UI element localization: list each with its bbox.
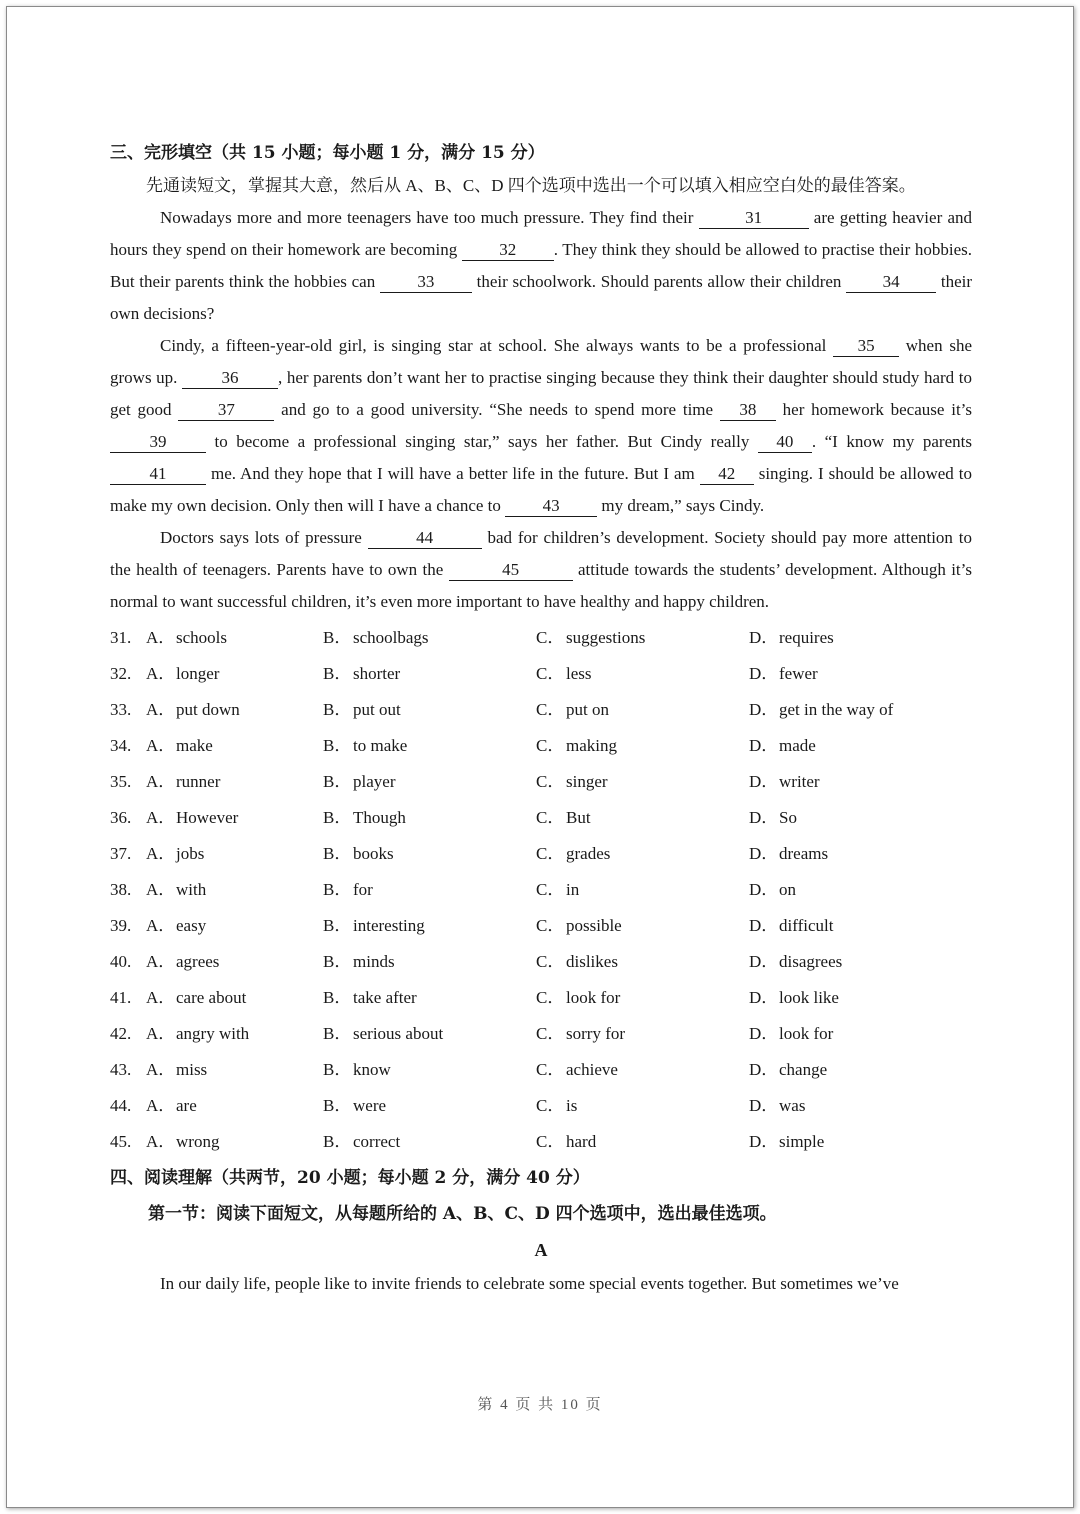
option-letter: D． bbox=[749, 700, 779, 719]
option-letter: D． bbox=[749, 736, 779, 755]
option-d[interactable] bbox=[749, 908, 962, 944]
option-a[interactable] bbox=[146, 800, 323, 836]
option-letter: B． bbox=[323, 628, 352, 647]
option-letter: C． bbox=[536, 664, 565, 683]
option-text: requires bbox=[779, 628, 834, 647]
option-text: in bbox=[566, 880, 580, 899]
option-d[interactable] bbox=[749, 620, 962, 656]
option-d[interactable] bbox=[749, 1016, 962, 1052]
question-number: 31. bbox=[110, 628, 132, 647]
option-c[interactable] bbox=[536, 872, 749, 908]
option-letter: D． bbox=[749, 916, 779, 935]
passage-text: to become a professional singing star,” says her father. But Cindy really bbox=[206, 432, 758, 451]
option-c[interactable] bbox=[536, 800, 749, 836]
option-letter: A． bbox=[146, 772, 176, 791]
option-text: correct bbox=[353, 1132, 401, 1151]
option-text: schools bbox=[176, 628, 227, 647]
question-number: 33. bbox=[110, 700, 132, 719]
passage-text: me. And they hope that I will have a better life in the future. But I am bbox=[206, 464, 700, 483]
option-text: easy bbox=[176, 916, 207, 935]
option-a[interactable] bbox=[146, 1124, 323, 1160]
option-text: books bbox=[353, 844, 394, 863]
question-number: 32. bbox=[110, 664, 132, 683]
option-letter: C． bbox=[536, 700, 565, 719]
page-footer bbox=[0, 1393, 1080, 1414]
blank-45: 45 bbox=[449, 560, 573, 581]
question-number: 44. bbox=[110, 1096, 132, 1115]
passage-paragraph-1 bbox=[110, 202, 972, 330]
option-letter: D． bbox=[749, 1132, 779, 1151]
question-number: 37. bbox=[110, 844, 132, 863]
option-b[interactable] bbox=[323, 800, 536, 836]
option-b[interactable] bbox=[323, 836, 536, 872]
section4-part1-instruction: 第一节：阅读下面短文，从每题所给的 A、B、C、D 四个选项中，选出最佳选项。 bbox=[148, 1204, 777, 1224]
option-a[interactable] bbox=[146, 872, 323, 908]
question-row bbox=[110, 872, 972, 908]
option-text: look like bbox=[779, 988, 839, 1007]
option-letter: D． bbox=[749, 988, 779, 1007]
option-a[interactable] bbox=[146, 1016, 323, 1052]
blank-35: 35 bbox=[833, 336, 899, 357]
option-letter: A． bbox=[146, 844, 176, 863]
option-c[interactable] bbox=[536, 620, 749, 656]
option-text: Though bbox=[353, 808, 406, 827]
option-letter: B． bbox=[323, 880, 352, 899]
option-a[interactable] bbox=[146, 1088, 323, 1124]
option-text: achieve bbox=[566, 1060, 618, 1079]
question-row bbox=[110, 656, 972, 692]
option-letter: D． bbox=[749, 664, 779, 683]
option-text: change bbox=[779, 1060, 828, 1079]
passage-text: Cindy, a fifteen-year-old girl, is singing star at school. She always wants to be a professional bbox=[160, 336, 834, 355]
page-content bbox=[110, 138, 972, 1300]
option-a[interactable] bbox=[146, 764, 323, 800]
option-text: simple bbox=[779, 1132, 825, 1151]
option-letter: B． bbox=[323, 1096, 352, 1115]
section3-instruction: 先通读短文，掌握其大意，然后从 A、B、C、D 四个选项中选出一个可以填入相应空白处的最佳答案。 bbox=[146, 176, 916, 195]
option-d[interactable] bbox=[749, 1052, 962, 1088]
option-text: disagrees bbox=[779, 952, 843, 971]
question-row bbox=[110, 1124, 972, 1160]
answer-options-list bbox=[110, 620, 972, 1160]
option-text: on bbox=[779, 880, 796, 899]
question-row bbox=[110, 728, 972, 764]
option-text: put out bbox=[353, 700, 401, 719]
option-b[interactable] bbox=[323, 1124, 536, 1160]
option-text: jobs bbox=[176, 844, 205, 863]
option-c[interactable] bbox=[536, 908, 749, 944]
option-text: get in the way of bbox=[779, 700, 894, 719]
option-c[interactable] bbox=[536, 656, 749, 692]
option-text: dislikes bbox=[566, 952, 618, 971]
passage-text: bad for children’s development. Society should pay more attention to the health of teenagers. Parents have to own the bbox=[110, 528, 972, 579]
option-letter: D． bbox=[749, 952, 779, 971]
option-text: singer bbox=[566, 772, 608, 791]
blank-41: 41 bbox=[110, 464, 206, 485]
option-text: are bbox=[176, 1096, 197, 1115]
option-text: take after bbox=[353, 988, 417, 1007]
option-letter: C． bbox=[536, 772, 565, 791]
option-a[interactable] bbox=[146, 728, 323, 764]
option-text: wrong bbox=[176, 1132, 220, 1151]
option-text: made bbox=[779, 736, 816, 755]
option-letter: B． bbox=[323, 988, 352, 1007]
option-letter: D． bbox=[749, 880, 779, 899]
option-letter: D． bbox=[749, 844, 779, 863]
blank-43: 43 bbox=[505, 496, 597, 517]
option-letter: B． bbox=[323, 772, 352, 791]
option-letter: A． bbox=[146, 1132, 176, 1151]
option-c[interactable] bbox=[536, 1124, 749, 1160]
blank-33: 33 bbox=[380, 272, 472, 293]
option-text: know bbox=[353, 1060, 391, 1079]
passage-text: Doctors says lots of pressure bbox=[160, 528, 368, 547]
option-a[interactable] bbox=[146, 692, 323, 728]
option-b[interactable] bbox=[323, 764, 536, 800]
question-row bbox=[110, 620, 972, 656]
question-number: 43. bbox=[110, 1060, 132, 1079]
option-a[interactable] bbox=[146, 980, 323, 1016]
passage-text: singing. I should be allowed to make my own decision. Only then will I have a chance to bbox=[110, 464, 972, 515]
option-text: interesting bbox=[353, 916, 425, 935]
option-d[interactable] bbox=[749, 764, 962, 800]
question-row bbox=[110, 980, 972, 1016]
passage-text: . They think they should be allowed to practise their hobbies. But their parents think the hobbies can bbox=[110, 240, 972, 291]
option-letter: B． bbox=[323, 1060, 352, 1079]
option-b[interactable] bbox=[323, 1088, 536, 1124]
question-number: 36. bbox=[110, 808, 132, 827]
option-b[interactable] bbox=[323, 944, 536, 980]
option-b[interactable] bbox=[323, 728, 536, 764]
option-letter: B． bbox=[323, 1132, 352, 1151]
option-text: minds bbox=[353, 952, 395, 971]
option-letter: A． bbox=[146, 880, 176, 899]
option-text: make bbox=[176, 736, 213, 755]
option-letter: A． bbox=[146, 952, 176, 971]
passage-a-title: A bbox=[534, 1240, 548, 1260]
option-letter: C． bbox=[536, 988, 565, 1007]
option-letter: A． bbox=[146, 1096, 176, 1115]
question-row bbox=[110, 908, 972, 944]
option-letter: D． bbox=[749, 808, 779, 827]
option-letter: B． bbox=[323, 808, 352, 827]
option-text: miss bbox=[176, 1060, 208, 1079]
option-text: So bbox=[779, 808, 797, 827]
option-text: were bbox=[353, 1096, 387, 1115]
option-text: look for bbox=[779, 1024, 834, 1043]
option-text: shorter bbox=[353, 664, 401, 683]
option-letter: C． bbox=[536, 952, 565, 971]
passage-text: my dream,” says Cindy. bbox=[597, 496, 765, 515]
question-row bbox=[110, 800, 972, 836]
option-c[interactable] bbox=[536, 1088, 749, 1124]
option-c[interactable] bbox=[536, 764, 749, 800]
option-b[interactable] bbox=[323, 1052, 536, 1088]
blank-40: 40 bbox=[758, 432, 812, 453]
option-b[interactable] bbox=[323, 908, 536, 944]
option-a[interactable] bbox=[146, 944, 323, 980]
passage-text: are getting heavier and hours they spend on their homework are becoming bbox=[110, 208, 972, 259]
option-letter: C． bbox=[536, 736, 565, 755]
passage-paragraph-3 bbox=[110, 522, 972, 618]
option-text: schoolbags bbox=[353, 628, 429, 647]
option-letter: B． bbox=[323, 952, 352, 971]
question-row bbox=[110, 1052, 972, 1088]
option-text: serious about bbox=[353, 1024, 444, 1043]
passage-text: when she grows up. bbox=[110, 336, 972, 387]
option-d[interactable] bbox=[749, 1124, 962, 1160]
option-text: dreams bbox=[779, 844, 829, 863]
option-letter: C． bbox=[536, 916, 565, 935]
option-letter: B． bbox=[323, 844, 352, 863]
blank-36: 36 bbox=[182, 368, 278, 389]
question-number: 39. bbox=[110, 916, 132, 935]
option-b[interactable] bbox=[323, 872, 536, 908]
passage-text: their schoolwork. Should parents allow their children bbox=[471, 272, 847, 291]
option-letter: C． bbox=[536, 1060, 565, 1079]
question-row bbox=[110, 944, 972, 980]
option-b[interactable] bbox=[323, 656, 536, 692]
section3-title: 三、完形填空（共 15 小题；每小题 1 分，满分 15 分） bbox=[110, 143, 545, 163]
option-letter: D． bbox=[749, 772, 779, 791]
option-letter: B． bbox=[323, 664, 352, 683]
option-letter: D． bbox=[749, 628, 779, 647]
question-number: 38. bbox=[110, 880, 132, 899]
section4-title: 四、阅读理解（共两节，20 小题；每小题 2 分，满分 40 分） bbox=[110, 1168, 590, 1188]
option-a[interactable] bbox=[146, 836, 323, 872]
option-d[interactable] bbox=[749, 692, 962, 728]
option-text: possible bbox=[566, 916, 622, 935]
option-letter: B． bbox=[323, 700, 352, 719]
option-text: longer bbox=[176, 664, 220, 683]
option-text: difficult bbox=[779, 916, 834, 935]
question-number: 41. bbox=[110, 988, 132, 1007]
option-letter: B． bbox=[323, 916, 352, 935]
option-b[interactable] bbox=[323, 620, 536, 656]
option-letter: C． bbox=[536, 1024, 565, 1043]
option-letter: C． bbox=[536, 1096, 565, 1115]
option-c[interactable] bbox=[536, 1016, 749, 1052]
question-row bbox=[110, 836, 972, 872]
option-letter: D． bbox=[749, 1096, 779, 1115]
blank-34: 34 bbox=[846, 272, 936, 293]
option-letter: C． bbox=[536, 880, 565, 899]
option-text: with bbox=[176, 880, 207, 899]
option-text: fewer bbox=[779, 664, 818, 683]
blank-32: 32 bbox=[462, 240, 554, 261]
passage-text: their own decisions? bbox=[110, 272, 972, 323]
option-letter: A． bbox=[146, 1024, 176, 1043]
option-text: grades bbox=[566, 844, 611, 863]
option-d[interactable] bbox=[749, 800, 962, 836]
option-text: sorry for bbox=[566, 1024, 626, 1043]
option-text: look for bbox=[566, 988, 621, 1007]
blank-38: 38 bbox=[720, 400, 776, 421]
option-letter: B． bbox=[323, 1024, 352, 1043]
option-text: suggestions bbox=[566, 628, 646, 647]
option-letter: C． bbox=[536, 844, 565, 863]
option-d[interactable] bbox=[749, 872, 962, 908]
option-letter: C． bbox=[536, 628, 565, 647]
option-a[interactable] bbox=[146, 908, 323, 944]
passage-text: her homework because it’s bbox=[775, 400, 973, 419]
option-c[interactable] bbox=[536, 728, 749, 764]
option-letter: A． bbox=[146, 916, 176, 935]
option-c[interactable] bbox=[536, 1052, 749, 1088]
option-text: is bbox=[566, 1096, 578, 1115]
option-d[interactable] bbox=[749, 836, 962, 872]
option-text: put down bbox=[176, 700, 240, 719]
passage-text: attitude towards the students’ development. Although it’s normal to want successful children, it’s even more important to have healthy and happy children. bbox=[110, 560, 972, 611]
option-a[interactable] bbox=[146, 656, 323, 692]
option-letter: A． bbox=[146, 988, 176, 1007]
option-letter: D． bbox=[749, 1060, 779, 1079]
question-number: 45. bbox=[110, 1132, 132, 1151]
option-text: player bbox=[353, 772, 396, 791]
option-c[interactable] bbox=[536, 836, 749, 872]
passage-text: . “I know my parents bbox=[811, 432, 972, 451]
option-letter: C． bbox=[536, 1132, 565, 1151]
option-b[interactable] bbox=[323, 980, 536, 1016]
option-letter: B． bbox=[323, 736, 352, 755]
question-number: 40. bbox=[110, 952, 132, 971]
passage-paragraph-2 bbox=[110, 330, 972, 522]
option-d[interactable] bbox=[749, 980, 962, 1016]
question-row bbox=[110, 1016, 972, 1052]
blank-31: 31 bbox=[699, 208, 809, 229]
option-text: to make bbox=[353, 736, 408, 755]
option-letter: A． bbox=[146, 628, 176, 647]
question-number: 34. bbox=[110, 736, 132, 755]
option-letter: A． bbox=[146, 1060, 176, 1079]
option-a[interactable] bbox=[146, 1052, 323, 1088]
question-number: 35. bbox=[110, 772, 132, 791]
question-number: 42. bbox=[110, 1024, 132, 1043]
passage-text: and go to a good university. “She needs to spend more time bbox=[274, 400, 720, 419]
blank-37: 37 bbox=[178, 400, 274, 421]
question-row bbox=[110, 1088, 972, 1124]
option-text: writer bbox=[779, 772, 820, 791]
option-text: angry with bbox=[176, 1024, 250, 1043]
option-text: However bbox=[176, 808, 239, 827]
question-row bbox=[110, 764, 972, 800]
option-letter: A． bbox=[146, 700, 176, 719]
option-letter: C． bbox=[536, 808, 565, 827]
option-letter: A． bbox=[146, 736, 176, 755]
option-d[interactable] bbox=[749, 656, 962, 692]
passage-text: , her parents don’t want her to practise singing because they think their daughter should study hard to get good bbox=[110, 368, 972, 419]
passage-text: Nowadays more and more teenagers have too much pressure. They find their bbox=[160, 208, 699, 227]
option-letter: D． bbox=[749, 1024, 779, 1043]
blank-44: 44 bbox=[368, 528, 482, 549]
option-c[interactable] bbox=[536, 980, 749, 1016]
option-text: But bbox=[566, 808, 591, 827]
option-text: making bbox=[566, 736, 617, 755]
option-c[interactable] bbox=[536, 692, 749, 728]
blank-39: 39 bbox=[110, 432, 206, 453]
option-a[interactable] bbox=[146, 620, 323, 656]
option-text: put on bbox=[566, 700, 609, 719]
option-d[interactable] bbox=[749, 1088, 962, 1124]
option-d[interactable] bbox=[749, 728, 962, 764]
blank-42: 42 bbox=[700, 464, 754, 485]
page-number: 第 4 页 共 10 页 bbox=[477, 1397, 603, 1413]
question-row bbox=[110, 692, 972, 728]
option-d[interactable] bbox=[749, 944, 962, 980]
option-c[interactable] bbox=[536, 944, 749, 980]
option-letter: A． bbox=[146, 808, 176, 827]
option-text: less bbox=[566, 664, 592, 683]
option-text: for bbox=[353, 880, 373, 899]
option-text: agrees bbox=[176, 952, 220, 971]
option-text: hard bbox=[566, 1132, 597, 1151]
passage-a-first-line: In our daily life, people like to invite friends to celebrate some special events together. But sometimes we’ve bbox=[160, 1274, 899, 1293]
option-b[interactable] bbox=[323, 692, 536, 728]
option-text: care about bbox=[176, 988, 247, 1007]
option-text: was bbox=[779, 1096, 806, 1115]
option-letter: A． bbox=[146, 664, 176, 683]
option-text: runner bbox=[176, 772, 221, 791]
option-b[interactable] bbox=[323, 1016, 536, 1052]
